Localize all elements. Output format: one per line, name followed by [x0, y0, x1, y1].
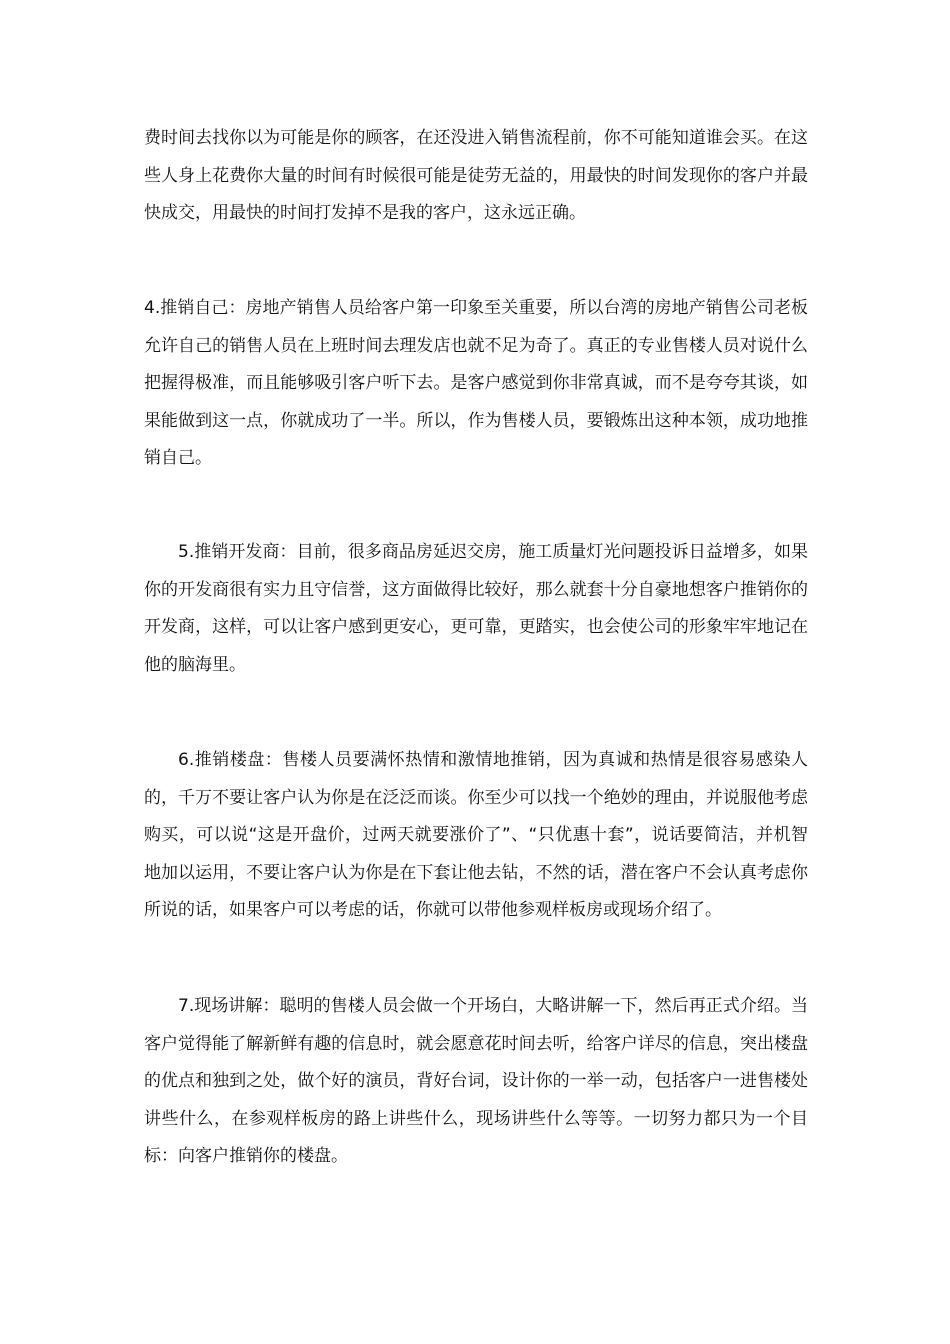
paragraph-sell-property: 6.推销楼盘：售楼人员要满怀热情和激情地推销，因为真诚和热情是很容易感染人的，千万不要让客户认为你是在泛泛而谈。你至少可以找一个绝妙的理由，并说服他考虑购买，可以说“这是开盘价，过两天就要涨价了”、“只优惠十套”，说话要简洁，并机智地加以运用，不要让客户认为你是在下套让他去钻，不然的话，潜在客户不会认真考虑你所说的话，如果客户可以考虑的话，你就可以带他参观样板房或现场介绍了。 — [144, 750, 808, 920]
paragraph-onsite-presentation: 7.现场讲解：聪明的售楼人员会做一个开场白，大略讲解一下，然后再正式介绍。当客户觉得能了解新鲜有趣的信息时，就会愿意花时间去听，给客户详尽的信息，突出楼盘的优点和独到之处，做个好的演员，背好台词，设计你的一举一动，包括客户一进售楼处讲些什么，在参观样板房的路上讲些什么，现场讲些什么等等。一切努力都只为一个目标：向客户推销你的楼盘。 — [144, 996, 808, 1166]
paragraph-sell-yourself: 4.推销自己：房地产销售人员给客户第一印象至关重要，所以台湾的房地产销售公司老板允许自己的销售人员在上班时间去理发店也就不足为奇了。真正的专业售楼人员对说什么把握得极准，而且能够吸引客户听下去。是客户感觉到你非常真诚，而不是夸夸其谈，如果能做到这一点，你就成功了一半。所以，作为售楼人员，要锻炼出这种本领，成功地推销自己。 — [144, 298, 808, 468]
paragraph-continuation: 费时间去找你以为可能是你的顾客，在还没进入销售流程前，你不可能知道谁会买。在这些人身上花费你大量的时间有时候很可能是徒劳无益的，用最快的时间发现你的客户并最快成交，用最快的时间打发掉不是我的客户，这永远正确。 — [144, 128, 808, 223]
paragraph-sell-developer: 5.推销开发商：目前，很多商品房延迟交房，施工质量灯光问题投诉日益增多，如果你的开发商很有实力且守信誉，这方面做得比较好，那么就套十分自豪地想客户推销你的开发商，这样，可以让客户感到更安心，更可靠，更踏实，也会使公司的形象牢牢地记在他的脑海里。 — [144, 542, 808, 675]
